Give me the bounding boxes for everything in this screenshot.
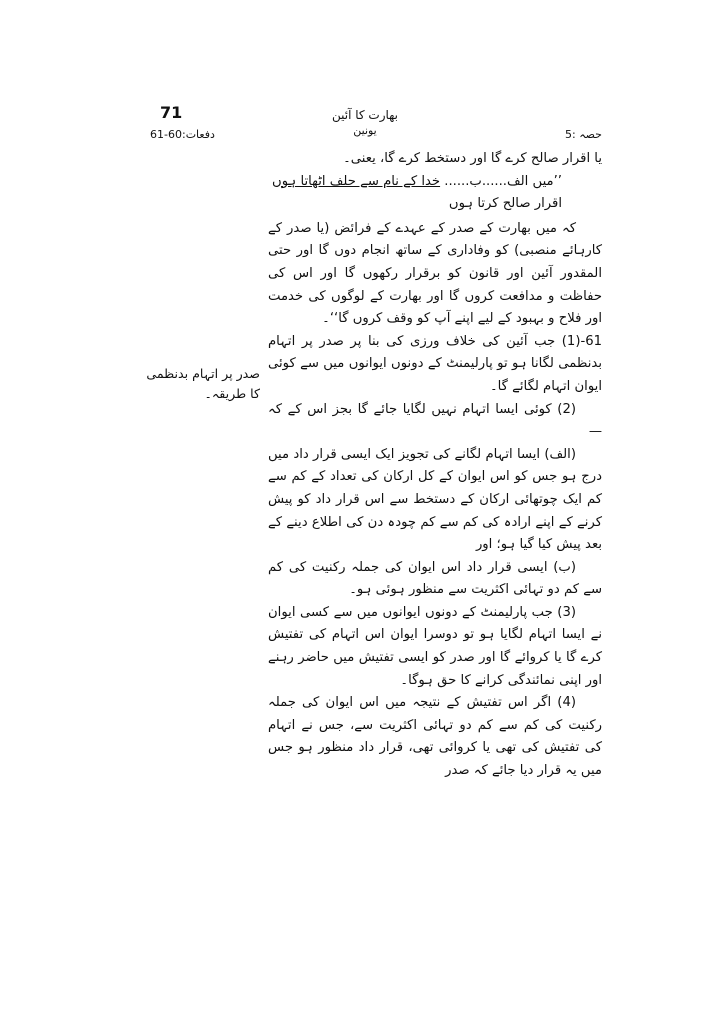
article-61-clause-2: (2) کوئی ایسا اتہام نہیں لگایا جائے گا بجز اس کے کہ — (268, 401, 602, 440)
oath-affirm-text: اقرار صالح کرتا ہوں (448, 196, 562, 212)
oath-paragraph: کہ میں بھارت کے صدر کے عہدے کے فرائض (یا صدر کے کارہائے منصبی) کو وفاداری کے ساتھ انجام دوں گا اور حتی المقدور آئین اور قانون کو برقرار رکھوں گا اور اس کی حفاظت و مدافعت کروں گا اور بھارت کے لوگوں کی خدمت اور فلاح و بہبود کے لیے اپنے آپ کو وقف کروں گا‘‘۔ (268, 220, 602, 327)
oath-swear-prefix: ’’میں الف......ب...... (444, 173, 562, 189)
article-61-clause-2a: (الف) ایسا اتہام لگانے کی تجویز ایک ایسی قرار داد میں درج ہو جس کو اس ایوان کے کل ارکان کی تعداد کے کم سے کم ایک چوتھائی ارکان کے دستخط سے اس قرار داد کو پیش کرنے کے اپنے ارادہ کی کم سے کم چودہ دن کی اطلاع دینے کے بعد پیش کیا گیا ہو؛ اور (268, 446, 602, 553)
article-61-clause-4: (4) اگر اس تفتیش کے نتیجہ میں اس ایوان کی جملہ رکنیت کی کم سے کم دو تہائی اکثریت سے، جس نے اتہام کی تفتیش کی تھی یا کروائی تھی، قرار داد منظور ہو جس میں یہ قرار دیا جائے کہ صدر (268, 695, 602, 779)
article-61-clause-2b: (ب) ایسی قرار داد اس ایوان کی جملہ رکنیت کی کم سے کم دو تہائی اکثریت سے منظور ہوئی ہو۔ (268, 559, 602, 598)
articles-label: دفعات:60-61 (150, 128, 215, 141)
margin-note: صدر پر اتہام بدنظمی کا طریقہ۔ (146, 366, 260, 401)
running-subtitle: یونین (353, 124, 377, 137)
main-text (268, 148, 602, 783)
page-number: 71 (160, 103, 183, 122)
oath-swear-underlined: خدا کے نام سے حلف اٹھاتا ہوں (272, 173, 441, 189)
oath-affirm-line (268, 193, 602, 216)
article-61-clause-1: 61-(1) جب آئین کی خلاف ورزی کی بنا پر صدر پر اتہام بدنظمی لگانا ہو تو پارلیمنٹ کے دونوں ایوانوں میں سے کوئی ایوان اتہام لگائے گا۔ (268, 333, 602, 394)
oath-swear-text (272, 171, 602, 194)
running-title: بھارت کا آئین (331, 108, 399, 122)
oath-intro: یا اقرار صالح کرے گا اور دستخط کرے گا، یعنی۔ (343, 151, 602, 166)
oath-swear-line (268, 171, 602, 194)
article-61-clause-3: (3) جب پارلیمنٹ کے دونوں ایوانوں میں سے کسی ایوان نے ایسا اتہام لگایا ہو تو دوسرا ایوان اس اتہام کی تفتیش کرے گا یا کروائے گا اور صدر کو ایسی تفتیش میں حاضر رہنے اور اپنی نمائندگی کرانے کا حق ہوگا۔ (268, 604, 602, 688)
part-label: حصہ :5 (565, 128, 602, 141)
